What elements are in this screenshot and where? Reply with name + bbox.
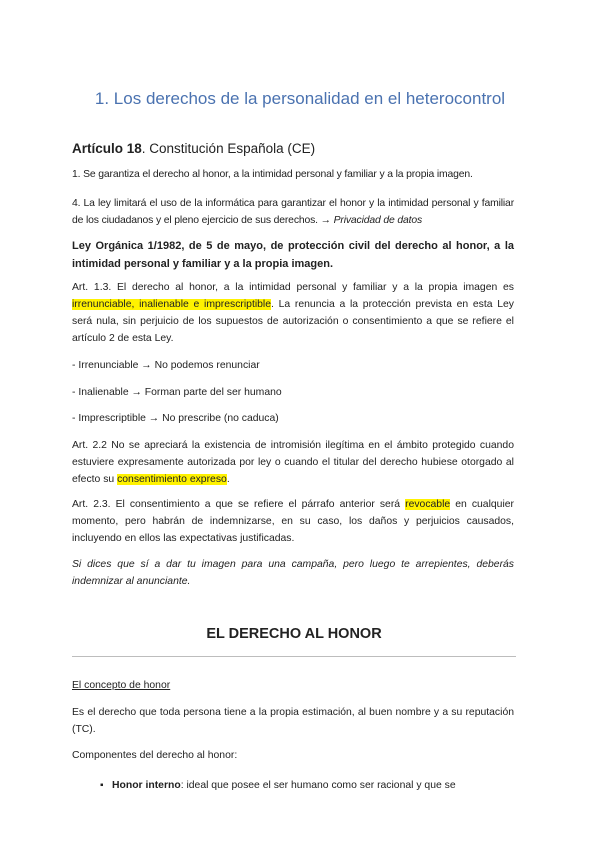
art-2-2: [72, 437, 514, 488]
article-18-suffix: . Constitución Española (CE): [141, 141, 316, 156]
paragraph-4-text: 4. La ley limitará el uso de la informática para garantizar el honor y la intimidad personal y familiar de los ciudadanos y el pleno ejercicio de sus derechos. →: [72, 198, 514, 226]
ley-organica-text: Ley Orgánica 1/1982, de 5 de mayo, de protección civil del derecho al honor, a la intimidad personal y familiar y a la propia imagen.: [72, 240, 514, 270]
article-18-heading: [72, 140, 514, 158]
bullet-icon: ▪: [100, 780, 104, 791]
art-2-2-after: .: [226, 474, 230, 485]
bullet-rest: : ideal que posee el ser humano como ser racional y que se: [180, 780, 456, 791]
list-item: [72, 410, 514, 427]
concept-paragraph: [72, 704, 514, 738]
art-2-2-before: Art. 2.2 No se apreciará la existencia de intromisión ilegítima en el ámbito protegido cuando estuviere expresamente autorizada por ley o cuando el titular del derecho hubiese otorgado al efecto su: [72, 440, 514, 485]
section-divider: [72, 656, 516, 657]
paragraph-1-text: 1. Se garantiza el derecho al honor, a la intimidad personal y familiar y a la propia imagen.: [72, 169, 473, 180]
example-text: Si dices que sí a dar tu imagen para una campaña, pero luego te arrepientes, deberás indemnizar al anunciante.: [72, 559, 514, 587]
art-1-3-highlight: irrenunciable, inalienable e imprescriptible: [72, 299, 272, 310]
concept-heading-text: El concepto de honor: [72, 680, 171, 691]
concept-paragraph-text: Es el derecho que toda persona tiene a la propia estimación, al buen nombre y a su reputación (TC).: [72, 707, 514, 735]
page-title: 1. Los derechos de la personalidad en el heterocontrol: [94, 89, 506, 108]
concept-heading: [72, 677, 514, 694]
art-2-3-before: Art. 2.3. El consentimiento a que se refiere el párrafo anterior será: [72, 499, 406, 510]
list-item: [72, 357, 514, 374]
list-item-imprescriptible: - Imprescriptible → No prescribe (no caduca): [72, 413, 279, 424]
privacy-note: Privacidad de datos: [333, 215, 423, 226]
list-item-inalienable: - Inalienable → Forman parte del ser humano: [72, 387, 282, 398]
example: [72, 556, 514, 590]
art-2-3-after: en cualquier momento, pero habrán de indemnizarse, en su caso, los daños y perjuicios causados, incluyendo en ellos las expectativas justificadas.: [72, 499, 514, 544]
components-heading-text: Componentes del derecho al honor:: [72, 750, 238, 761]
art-1-3-after: . La renuncia a la protección prevista en esta Ley será nula, sin perjuicio de los supuestos de autorización o consentimiento a que se refiere el artículo 2 de esta Ley.: [72, 299, 514, 344]
list-item: [72, 777, 514, 794]
art-2-3-highlight: revocable: [405, 499, 451, 510]
paragraph-1: [72, 166, 514, 183]
components-heading: [72, 747, 514, 764]
paragraph-4: [72, 195, 514, 229]
art-2-2-highlight: consentimiento expreso: [117, 474, 227, 485]
bullet-bold: Honor interno: [112, 780, 181, 791]
list-item-irrenunciable: - Irrenunciable → No podemos renunciar: [72, 360, 260, 371]
list-item: [72, 384, 514, 401]
art-1-3: [72, 279, 514, 347]
article-18-label: Artículo 18: [72, 141, 142, 156]
art-1-3-before: Art. 1.3. El derecho al honor, a la intimidad personal y familiar y a la propia imagen es: [72, 282, 514, 293]
section-title: EL DERECHO AL HONOR: [206, 626, 382, 642]
art-2-3: [72, 496, 514, 547]
ley-organica: [72, 237, 514, 273]
